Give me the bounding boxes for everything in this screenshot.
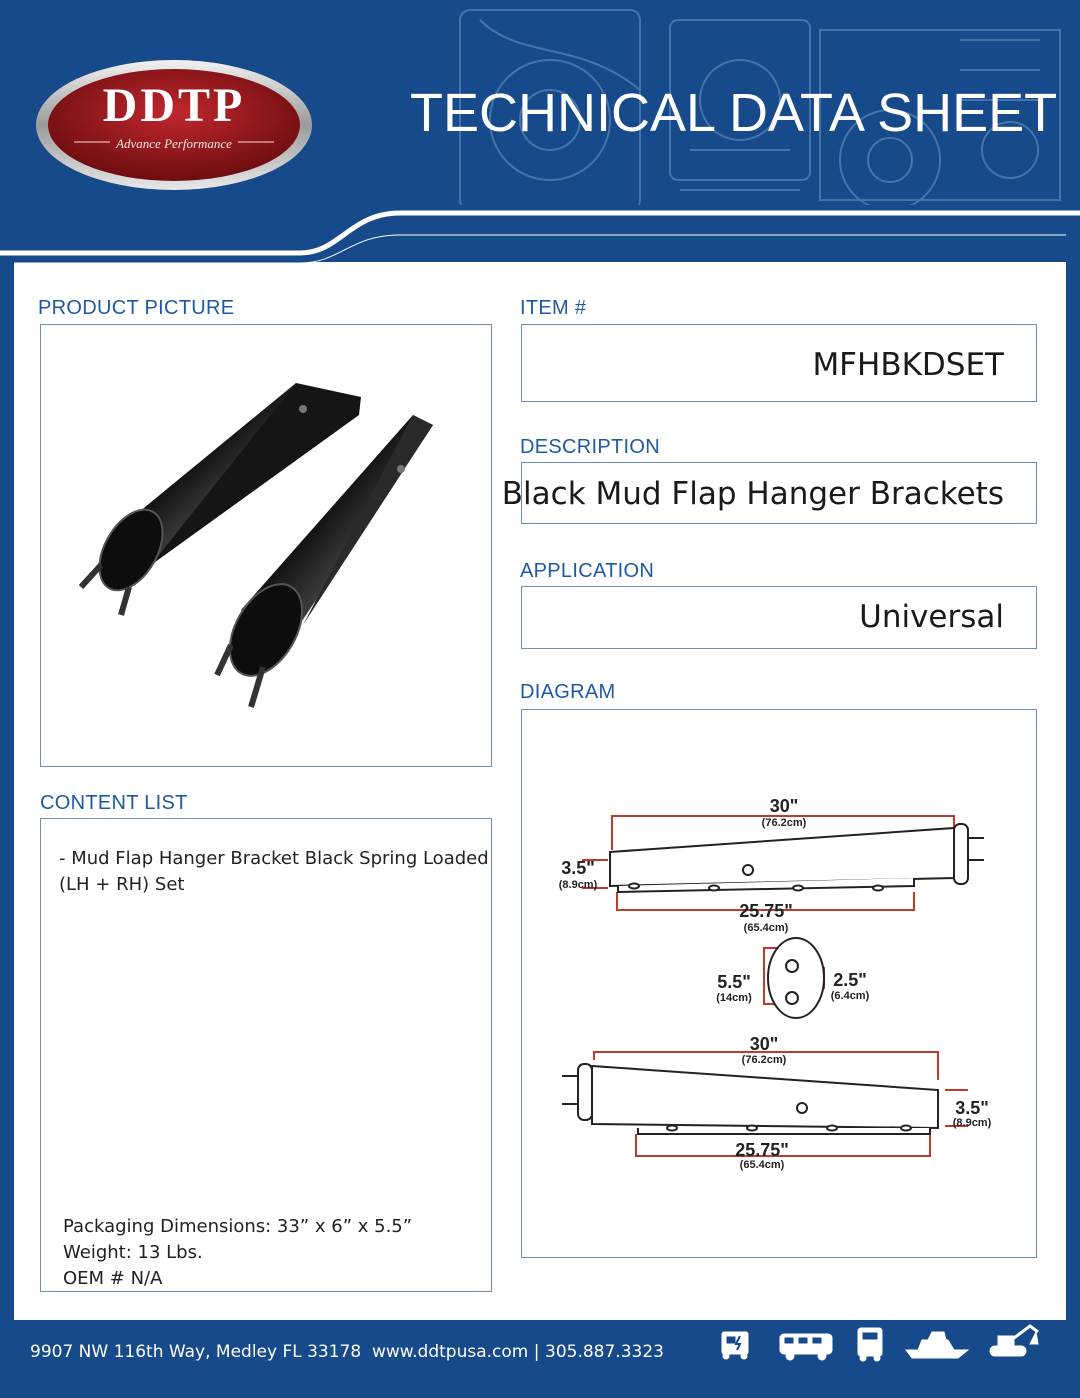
excavator-icon bbox=[990, 1326, 1038, 1356]
yacht-icon bbox=[906, 1332, 968, 1358]
generator-icon bbox=[722, 1332, 748, 1359]
lower-bottom-cm: (65.4cm) bbox=[739, 1159, 785, 1171]
weight: Weight: 13 Lbs. bbox=[63, 1242, 203, 1263]
footer-address: 9907 NW 116th Way, Medley FL 33178 bbox=[30, 1342, 362, 1362]
top-height-label: 3.5" bbox=[561, 858, 595, 878]
ddtp-logo bbox=[34, 58, 314, 192]
top-height-cm: (8.9cm) bbox=[558, 879, 598, 891]
diagram-box bbox=[521, 709, 1037, 1258]
top-bottom-label: 25.75" bbox=[739, 901, 793, 921]
lower-height-cm: (8.9cm) bbox=[952, 1117, 992, 1129]
item-number-label: ITEM # bbox=[520, 297, 587, 319]
application-label: APPLICATION bbox=[520, 560, 655, 582]
application-value: Universal bbox=[859, 599, 1004, 635]
item-number-value: MFHBKDSET bbox=[812, 347, 1004, 383]
description-value: Black Mud Flap Hanger Brackets bbox=[501, 476, 1004, 512]
plate-width-cm: (6.4cm) bbox=[830, 990, 870, 1002]
top-bracket-drawing bbox=[610, 824, 984, 892]
oem-number: OEM # N/A bbox=[63, 1268, 163, 1289]
diagram-label: DIAGRAM bbox=[520, 681, 616, 703]
application-box bbox=[521, 586, 1037, 649]
top-bottom-cm: (65.4cm) bbox=[743, 922, 789, 934]
top-length-label: 30" bbox=[769, 796, 799, 816]
plate-width-label: 2.5" bbox=[833, 970, 867, 990]
content-line-2: (LH + RH) Set bbox=[59, 874, 185, 895]
lower-length-cm: (76.2cm) bbox=[741, 1054, 787, 1066]
lower-height-label: 3.5" bbox=[955, 1098, 989, 1118]
lower-bracket-drawing bbox=[562, 1064, 938, 1134]
plate-height-cm: (14cm) bbox=[716, 992, 752, 1004]
footer-icons bbox=[718, 1322, 1058, 1362]
plate-height-label: 5.5" bbox=[717, 972, 751, 992]
content-list-label: CONTENT LIST bbox=[40, 792, 188, 814]
product-image bbox=[41, 325, 490, 765]
item-number-box bbox=[521, 324, 1037, 402]
lower-bottom-label: 25.75" bbox=[735, 1140, 789, 1160]
content-list-box bbox=[40, 818, 492, 1292]
bus-icon bbox=[780, 1334, 832, 1360]
footer-phone: 305.887.3323 bbox=[545, 1342, 664, 1362]
footer-website[interactable]: www.ddtpusa.com | bbox=[372, 1342, 540, 1362]
page-title: TECHNICAL DATA SHEET bbox=[410, 83, 1058, 143]
content-line-1: - Mud Flap Hanger Bracket Black Spring Loaded bbox=[59, 848, 489, 869]
logo-tagline: Advance Performance bbox=[116, 136, 232, 151]
description-label: DESCRIPTION bbox=[520, 436, 660, 458]
header-swoosh bbox=[0, 205, 1080, 285]
product-picture-box bbox=[40, 324, 492, 767]
dimension-diagram bbox=[522, 710, 1035, 1256]
truck-icon bbox=[858, 1328, 882, 1361]
product-picture-label: PRODUCT PICTURE bbox=[38, 297, 235, 319]
mounting-plate-drawing bbox=[768, 938, 824, 1018]
logo-wordmark: DDTP bbox=[102, 79, 246, 132]
lower-length-label: 30" bbox=[749, 1034, 779, 1054]
description-box bbox=[501, 462, 1037, 524]
top-length-cm: (76.2cm) bbox=[761, 817, 807, 829]
packaging-dimensions: Packaging Dimensions: 33” x 6” x 5.5” bbox=[63, 1216, 413, 1237]
